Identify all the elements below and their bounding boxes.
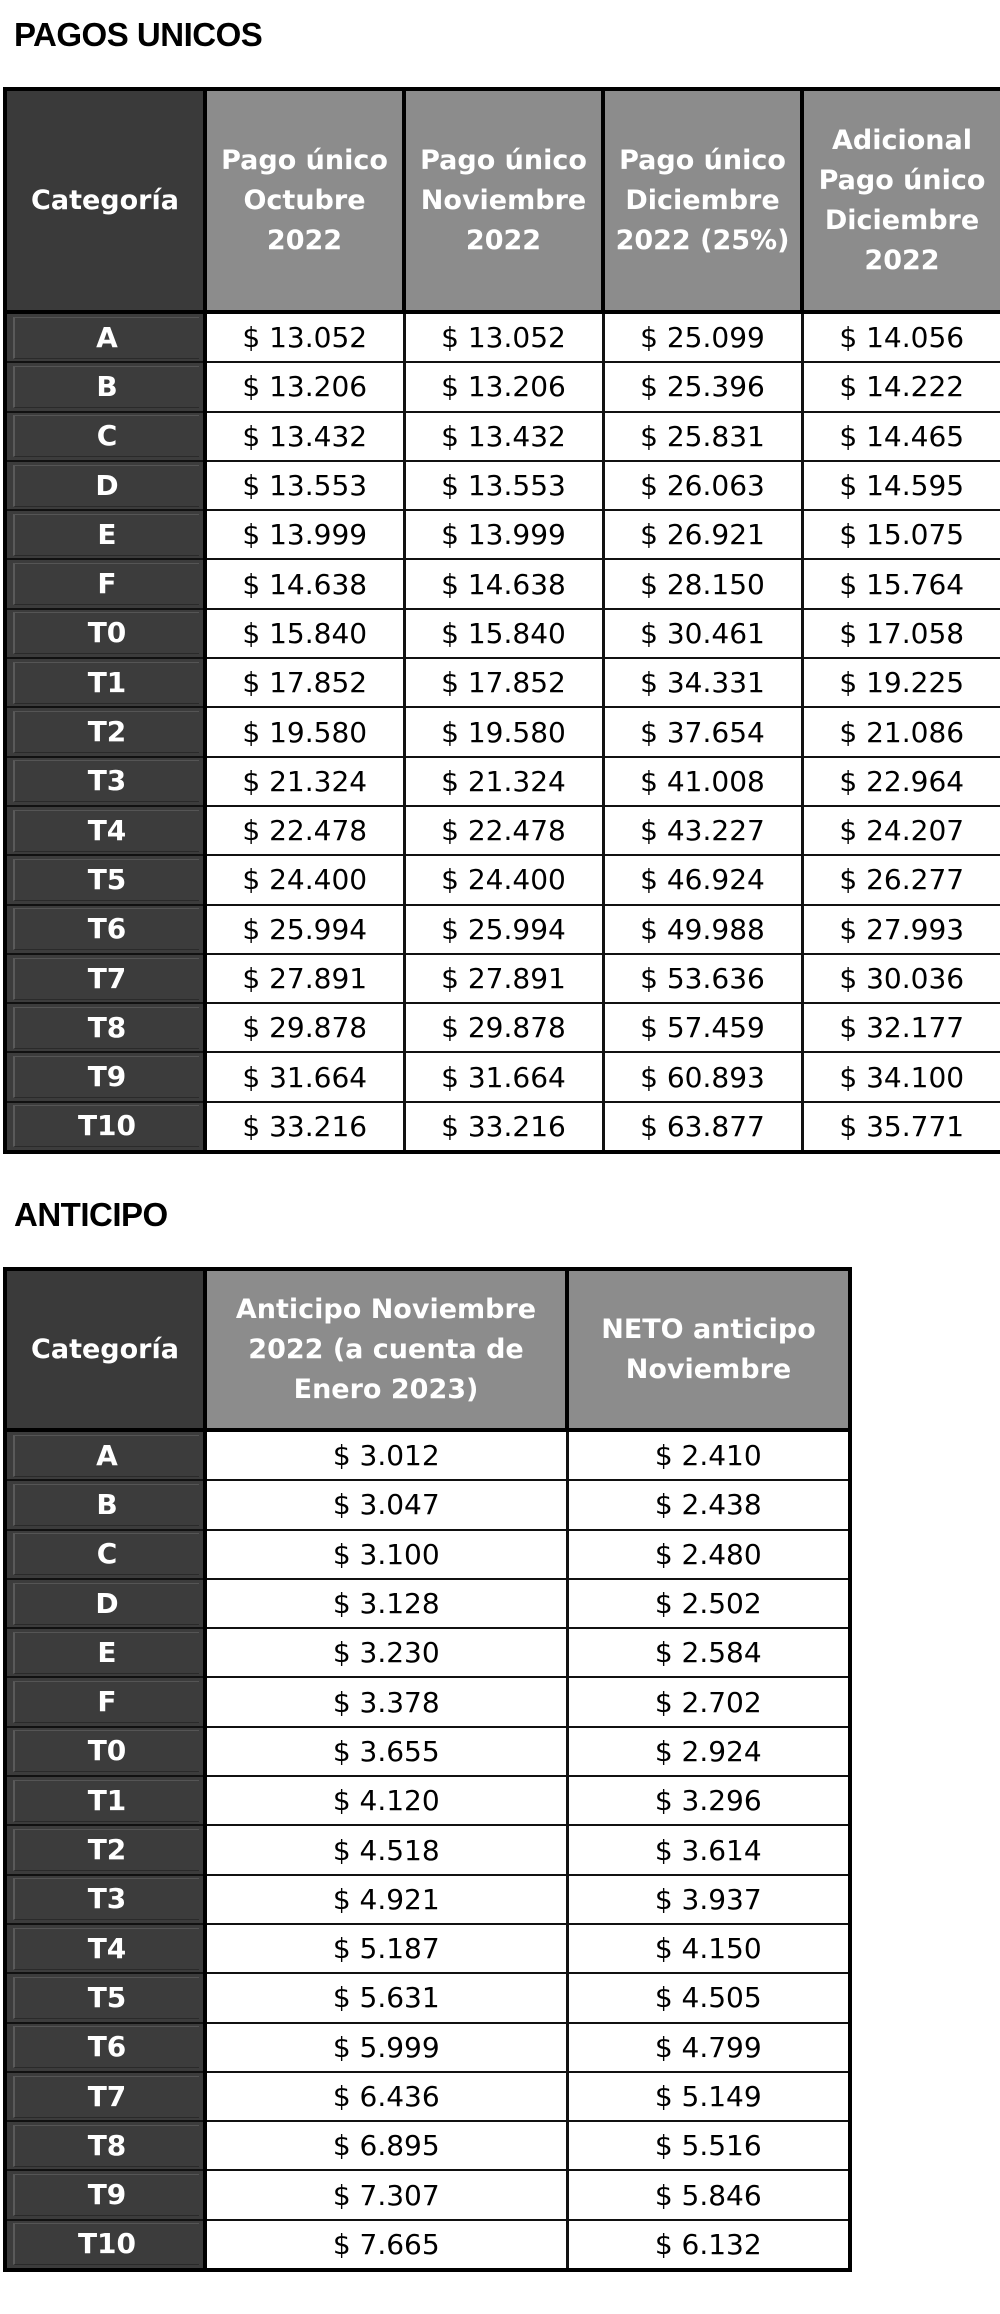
category-cell: T7	[5, 954, 205, 1003]
amount-cell: $ 2.924	[567, 1727, 850, 1776]
amount-cell: $ 14.638	[205, 559, 404, 608]
category-cell: T8	[5, 2121, 205, 2170]
category-cell: T0	[5, 1727, 205, 1776]
amount-cell: $ 3.100	[205, 1530, 567, 1579]
header-categoria: Categoría	[5, 1269, 205, 1430]
amount-cell: $ 4.505	[567, 1973, 850, 2022]
category-cell: F	[5, 559, 205, 608]
header-pago-octubre: Pago único Octubre 2022	[205, 89, 404, 312]
amount-cell: $ 14.595	[802, 461, 1000, 510]
table-row	[5, 2220, 850, 2270]
category-cell: T9	[5, 2170, 205, 2219]
table-row	[5, 1973, 850, 2022]
amount-cell: $ 30.461	[603, 609, 802, 658]
amount-cell: $ 60.893	[603, 1052, 802, 1101]
amount-cell: $ 13.432	[205, 412, 404, 461]
category-cell: T6	[5, 905, 205, 954]
header-neto-anticipo: NETO anticipo Noviembre	[567, 1269, 850, 1430]
amount-cell: $ 5.631	[205, 1973, 567, 2022]
amount-cell: $ 31.664	[205, 1052, 404, 1101]
table-row	[5, 609, 1000, 658]
table-row	[5, 1052, 1000, 1101]
table-row	[5, 1677, 850, 1726]
amount-cell: $ 25.994	[404, 905, 603, 954]
anticipo-body	[5, 1430, 850, 2270]
amount-cell: $ 3.230	[205, 1628, 567, 1677]
table-row	[5, 905, 1000, 954]
table-row	[5, 2072, 850, 2121]
amount-cell: $ 24.400	[205, 855, 404, 904]
amount-cell: $ 31.664	[404, 1052, 603, 1101]
amount-cell: $ 49.988	[603, 905, 802, 954]
amount-cell: $ 2.410	[567, 1430, 850, 1480]
table-row	[5, 1530, 850, 1579]
amount-cell: $ 2.502	[567, 1579, 850, 1628]
amount-cell: $ 37.654	[603, 707, 802, 756]
category-cell: C	[5, 412, 205, 461]
amount-cell: $ 19.225	[802, 658, 1000, 707]
table-row	[5, 362, 1000, 411]
anticipo-table	[3, 1267, 852, 2272]
table-row	[5, 1579, 850, 1628]
table-row	[5, 954, 1000, 1003]
table-row	[5, 806, 1000, 855]
amount-cell: $ 3.655	[205, 1727, 567, 1776]
category-cell: T10	[5, 2220, 205, 2270]
header-adicional-diciembre: Adicional Pago único Diciembre 2022	[802, 89, 1000, 312]
amount-cell: $ 14.638	[404, 559, 603, 608]
amount-cell: $ 6.895	[205, 2121, 567, 2170]
table-row	[5, 2170, 850, 2219]
amount-cell: $ 13.052	[205, 312, 404, 362]
amount-cell: $ 17.058	[802, 609, 1000, 658]
amount-cell: $ 3.614	[567, 1825, 850, 1874]
amount-cell: $ 3.378	[205, 1677, 567, 1726]
amount-cell: $ 15.840	[404, 609, 603, 658]
category-cell: T1	[5, 1776, 205, 1825]
category-cell: E	[5, 510, 205, 559]
amount-cell: $ 3.128	[205, 1579, 567, 1628]
category-cell: T1	[5, 658, 205, 707]
table-row	[5, 312, 1000, 362]
amount-cell: $ 41.008	[603, 757, 802, 806]
amount-cell: $ 6.132	[567, 2220, 850, 2270]
category-cell: D	[5, 461, 205, 510]
amount-cell: $ 24.207	[802, 806, 1000, 855]
amount-cell: $ 13.999	[404, 510, 603, 559]
amount-cell: $ 33.216	[404, 1102, 603, 1152]
amount-cell: $ 4.120	[205, 1776, 567, 1825]
amount-cell: $ 63.877	[603, 1102, 802, 1152]
header-categoria: Categoría	[5, 89, 205, 312]
category-cell: T8	[5, 1003, 205, 1052]
amount-cell: $ 33.216	[205, 1102, 404, 1152]
amount-cell: $ 29.878	[404, 1003, 603, 1052]
amount-cell: $ 26.921	[603, 510, 802, 559]
amount-cell: $ 27.993	[802, 905, 1000, 954]
header-anticipo-noviembre: Anticipo Noviembre 2022 (a cuenta de Enero 2023)	[205, 1269, 567, 1430]
category-cell: T5	[5, 1973, 205, 2022]
header-pago-diciembre: Pago único Diciembre 2022 (25%)	[603, 89, 802, 312]
table-row	[5, 707, 1000, 756]
category-cell: A	[5, 1430, 205, 1480]
table-row	[5, 2121, 850, 2170]
table-row	[5, 1727, 850, 1776]
amount-cell: $ 53.636	[603, 954, 802, 1003]
amount-cell: $ 3.012	[205, 1430, 567, 1480]
category-cell: T6	[5, 2023, 205, 2072]
amount-cell: $ 30.036	[802, 954, 1000, 1003]
category-cell: T3	[5, 1875, 205, 1924]
table-row	[5, 658, 1000, 707]
category-cell: T5	[5, 855, 205, 904]
amount-cell: $ 34.331	[603, 658, 802, 707]
category-cell: T7	[5, 2072, 205, 2121]
amount-cell: $ 5.999	[205, 2023, 567, 2072]
amount-cell: $ 25.099	[603, 312, 802, 362]
table-row	[5, 461, 1000, 510]
amount-cell: $ 2.438	[567, 1480, 850, 1529]
category-cell: T4	[5, 806, 205, 855]
amount-cell: $ 26.063	[603, 461, 802, 510]
amount-cell: $ 15.840	[205, 609, 404, 658]
amount-cell: $ 21.324	[404, 757, 603, 806]
amount-cell: $ 22.964	[802, 757, 1000, 806]
category-cell: T2	[5, 707, 205, 756]
amount-cell: $ 32.177	[802, 1003, 1000, 1052]
amount-cell: $ 13.553	[205, 461, 404, 510]
amount-cell: $ 3.937	[567, 1875, 850, 1924]
pagos-unicos-title: PAGOS UNICOS	[14, 16, 263, 53]
table-row	[5, 757, 1000, 806]
table-row	[5, 1825, 850, 1874]
header-pago-noviembre: Pago único Noviembre 2022	[404, 89, 603, 312]
amount-cell: $ 22.478	[205, 806, 404, 855]
amount-cell: $ 5.846	[567, 2170, 850, 2219]
table-row	[5, 510, 1000, 559]
amount-cell: $ 28.150	[603, 559, 802, 608]
amount-cell: $ 5.187	[205, 1924, 567, 1973]
amount-cell: $ 22.478	[404, 806, 603, 855]
amount-cell: $ 5.516	[567, 2121, 850, 2170]
amount-cell: $ 43.227	[603, 806, 802, 855]
pagos-unicos-table	[3, 87, 1000, 1154]
category-cell: T3	[5, 757, 205, 806]
table-row	[5, 1924, 850, 1973]
amount-cell: $ 35.771	[802, 1102, 1000, 1152]
table-row	[5, 412, 1000, 461]
amount-cell: $ 4.921	[205, 1875, 567, 1924]
table-row	[5, 559, 1000, 608]
table-row	[5, 1003, 1000, 1052]
amount-cell: $ 26.277	[802, 855, 1000, 904]
table-row	[5, 1776, 850, 1825]
amount-cell: $ 46.924	[603, 855, 802, 904]
category-cell: B	[5, 1480, 205, 1529]
category-cell: T0	[5, 609, 205, 658]
amount-cell: $ 21.324	[205, 757, 404, 806]
amount-cell: $ 15.764	[802, 559, 1000, 608]
category-cell: A	[5, 312, 205, 362]
amount-cell: $ 2.702	[567, 1677, 850, 1726]
anticipo-title: ANTICIPO	[14, 1196, 168, 1233]
amount-cell: $ 13.206	[205, 362, 404, 411]
amount-cell: $ 2.584	[567, 1628, 850, 1677]
amount-cell: $ 13.206	[404, 362, 603, 411]
amount-cell: $ 6.436	[205, 2072, 567, 2121]
category-cell: T4	[5, 1924, 205, 1973]
table-row	[5, 1480, 850, 1529]
table-row	[5, 1102, 1000, 1152]
table-row	[5, 855, 1000, 904]
amount-cell: $ 25.994	[205, 905, 404, 954]
category-cell: T9	[5, 1052, 205, 1101]
amount-cell: $ 7.665	[205, 2220, 567, 2270]
amount-cell: $ 4.799	[567, 2023, 850, 2072]
amount-cell: $ 34.100	[802, 1052, 1000, 1101]
category-cell: F	[5, 1677, 205, 1726]
table-row	[5, 1430, 850, 1480]
table-row	[5, 1875, 850, 1924]
amount-cell: $ 4.518	[205, 1825, 567, 1874]
amount-cell: $ 21.086	[802, 707, 1000, 756]
amount-cell: $ 57.459	[603, 1003, 802, 1052]
amount-cell: $ 14.222	[802, 362, 1000, 411]
amount-cell: $ 3.047	[205, 1480, 567, 1529]
amount-cell: $ 15.075	[802, 510, 1000, 559]
category-cell: B	[5, 362, 205, 411]
amount-cell: $ 13.432	[404, 412, 603, 461]
amount-cell: $ 19.580	[205, 707, 404, 756]
category-cell: T2	[5, 1825, 205, 1874]
table-row	[5, 1628, 850, 1677]
amount-cell: $ 3.296	[567, 1776, 850, 1825]
amount-cell: $ 24.400	[404, 855, 603, 904]
amount-cell: $ 27.891	[404, 954, 603, 1003]
category-cell: D	[5, 1579, 205, 1628]
amount-cell: $ 25.831	[603, 412, 802, 461]
amount-cell: $ 27.891	[205, 954, 404, 1003]
amount-cell: $ 29.878	[205, 1003, 404, 1052]
amount-cell: $ 17.852	[404, 658, 603, 707]
amount-cell: $ 7.307	[205, 2170, 567, 2219]
amount-cell: $ 4.150	[567, 1924, 850, 1973]
amount-cell: $ 13.553	[404, 461, 603, 510]
amount-cell: $ 2.480	[567, 1530, 850, 1579]
category-cell: T10	[5, 1102, 205, 1152]
amount-cell: $ 14.465	[802, 412, 1000, 461]
amount-cell: $ 25.396	[603, 362, 802, 411]
table-row	[5, 2023, 850, 2072]
amount-cell: $ 5.149	[567, 2072, 850, 2121]
category-cell: C	[5, 1530, 205, 1579]
amount-cell: $ 14.056	[802, 312, 1000, 362]
amount-cell: $ 13.052	[404, 312, 603, 362]
amount-cell: $ 19.580	[404, 707, 603, 756]
category-cell: E	[5, 1628, 205, 1677]
pagos-unicos-body	[5, 312, 1000, 1152]
amount-cell: $ 17.852	[205, 658, 404, 707]
amount-cell: $ 13.999	[205, 510, 404, 559]
